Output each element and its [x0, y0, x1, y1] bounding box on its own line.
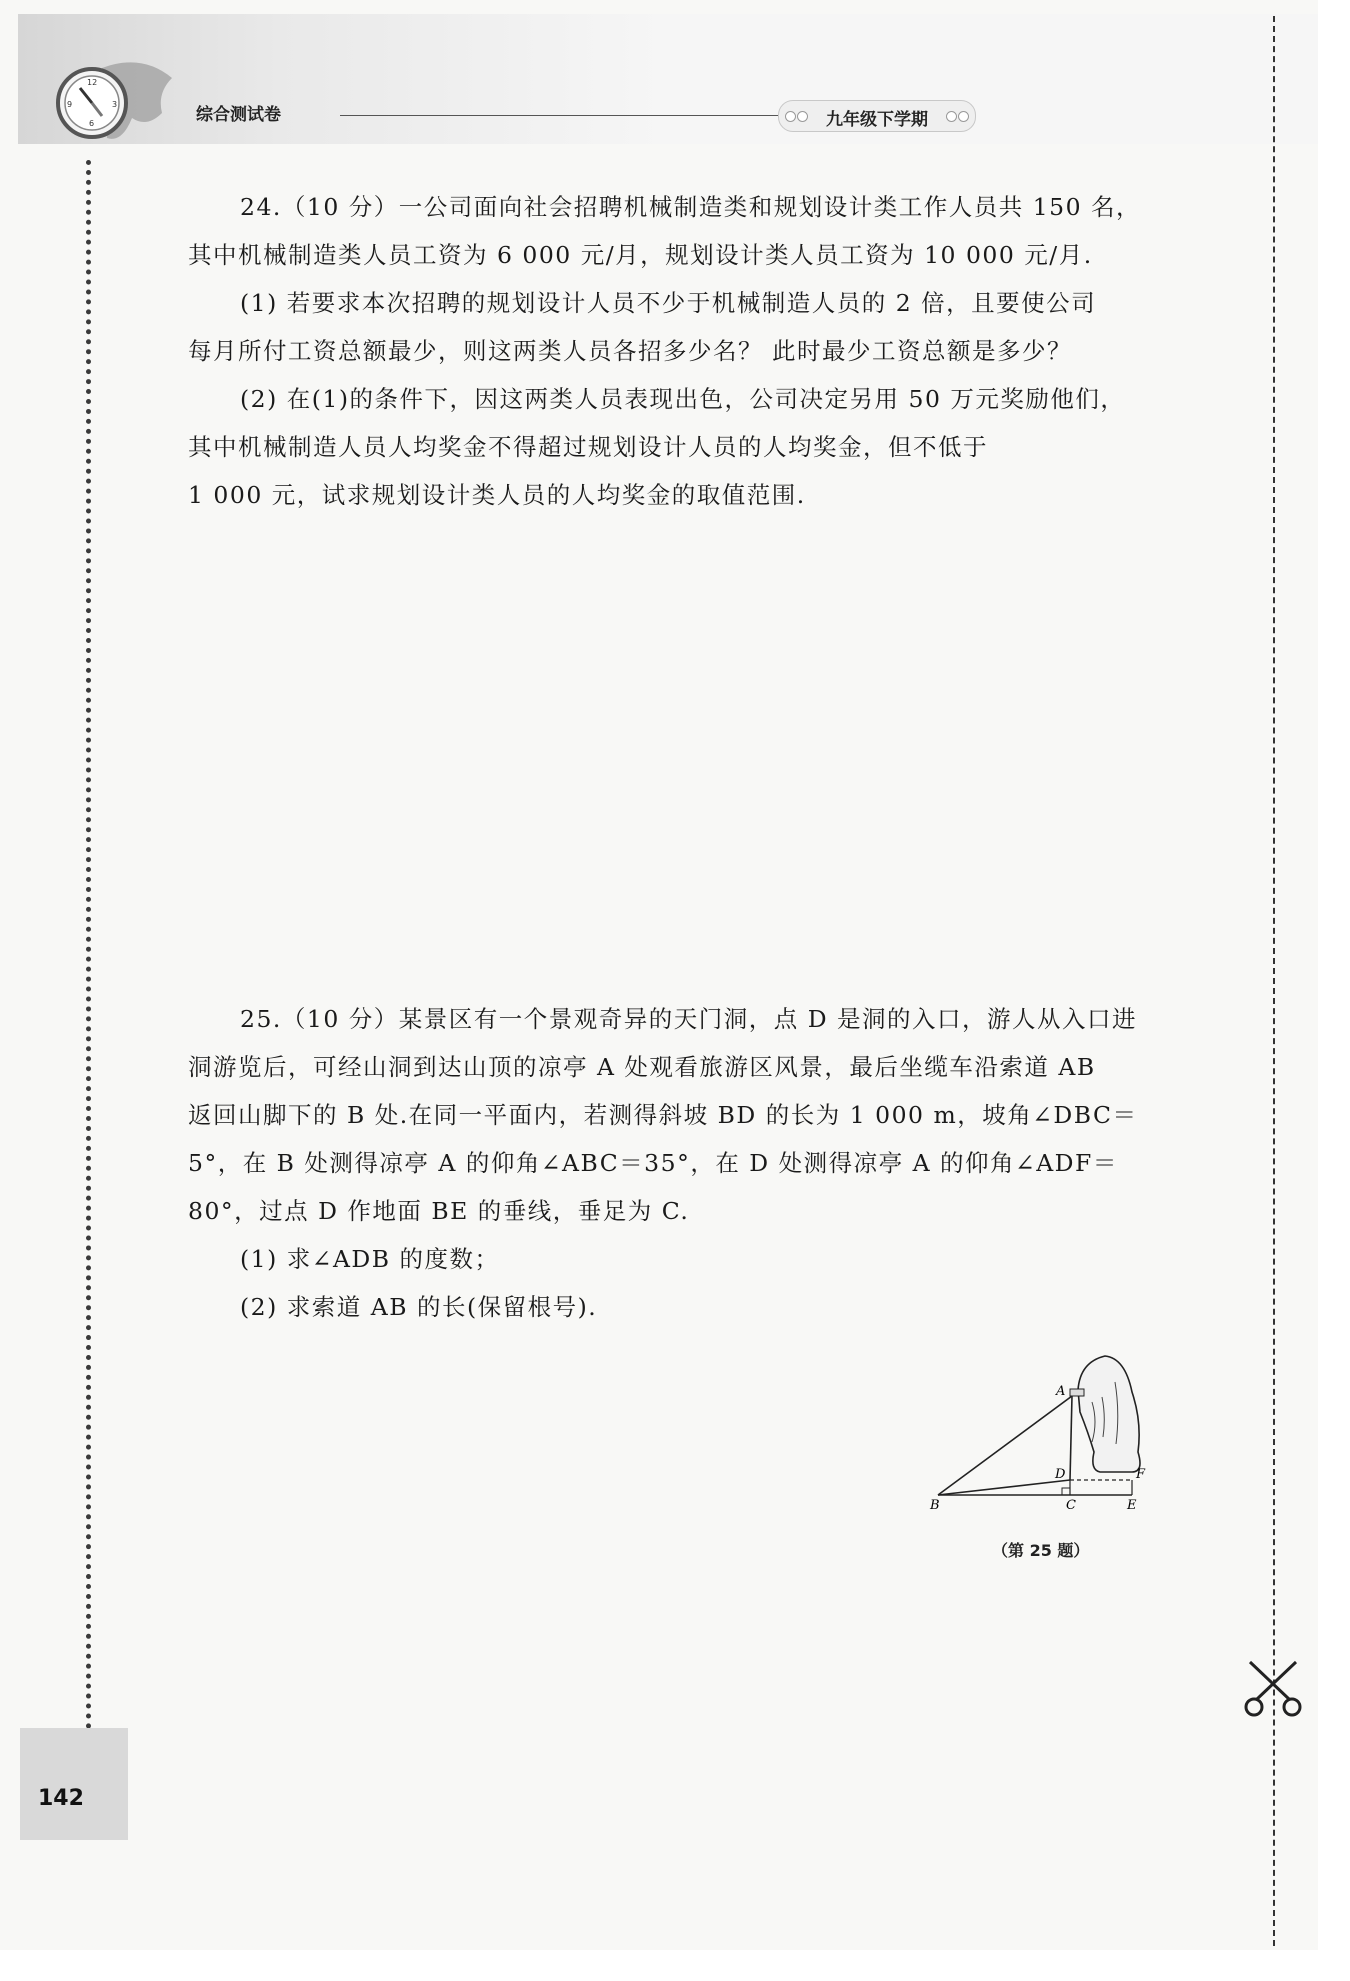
q24-sub2-line-3: 1 000 元，试求规划设计类人员的人均奖金的取值范围.	[188, 481, 806, 509]
q24-sub1-line-1: (1) 若要求本次招聘的规划设计人员不少于机械制造人员的 2 倍，且要使公司	[240, 289, 1097, 317]
q25-line-1: 25.（10 分）某景区有一个景观奇异的天门洞，点 D 是洞的入口，游人从入口进	[240, 1005, 1138, 1033]
slope-BD	[938, 1480, 1070, 1495]
q24-line-1: 24.（10 分）一公司面向社会招聘机械制造类和规划设计类工作人员共 150 名，	[240, 193, 1142, 221]
q25-line-3: 返回山脚下的 B 处.在同一平面内，若测得斜坡 BD 的长为 1 000 m，坡角∠DBC＝	[188, 1101, 1138, 1129]
label-F: F	[1136, 1467, 1146, 1482]
svg-text:9: 9	[67, 100, 73, 109]
cut-dashed-line	[1273, 16, 1275, 1946]
q25-line-4: 5°，在 B 处测得凉亭 A 的仰角∠ABC＝35°，在 D 处测得凉亭 A 的仰角∠ADF＝	[188, 1149, 1118, 1177]
svg-text:12: 12	[87, 78, 98, 87]
label-E: E	[1127, 1498, 1137, 1512]
cable-AB	[938, 1396, 1072, 1495]
header-divider	[340, 115, 780, 116]
q24-sub2-line-2: 其中机械制造人员人均奖金不得超过规划设计人员的人均奖金，但不低于	[188, 433, 988, 461]
compass-logo-icon	[52, 58, 182, 148]
grade-label: 九年级下学期	[826, 110, 928, 130]
q24-sub1-line-2: 每月所付工资总额最少，则这两类人员各招多少名？ 此时最少工资总额是多少？	[188, 337, 1072, 365]
q25-line-2: 洞游览后，可经山洞到达山顶的凉亭 A 处观看旅游区风景，最后坐缆车沿索道 AB	[188, 1053, 1096, 1081]
label-D: D	[1055, 1467, 1066, 1482]
q25-sub1: (1) 求∠ADB 的度数；	[240, 1245, 500, 1273]
q25-sub2: (2) 求索道 AB 的长(保留根号).	[240, 1293, 598, 1321]
label-A: A	[1056, 1384, 1066, 1399]
page-number: 142	[38, 1786, 84, 1811]
q24-line-2: 其中机械制造类人员工资为 6 000 元/月，规划设计类人员工资为 10 000 元/月.	[188, 241, 1093, 269]
scissors-icon	[1244, 1660, 1302, 1718]
grade-badge	[778, 100, 976, 132]
pavilion-shape	[1070, 1389, 1084, 1396]
label-B: B	[930, 1498, 940, 1512]
label-C: C	[1066, 1498, 1076, 1512]
q25-figure	[920, 1352, 1180, 1512]
svg-text:6: 6	[89, 119, 95, 128]
binding-dotted-line	[86, 160, 91, 1730]
svg-text:3: 3	[112, 100, 118, 109]
page-number-block	[20, 1728, 128, 1840]
segment-AD	[1070, 1396, 1072, 1480]
right-angle-mark	[1062, 1488, 1070, 1495]
q25-figure-caption: （第 25 题）	[992, 1541, 1090, 1560]
q24-sub2-line-1: (2) 在(1)的条件下，因这两类人员表现出色，公司决定另用 50 万元奖励他们，	[240, 385, 1126, 413]
header-section-title: 综合测试卷	[196, 105, 281, 125]
q25-line-5: 80°，过点 D 作地面 BE 的垂线，垂足为 C.	[188, 1197, 690, 1225]
mountain-outline	[1078, 1356, 1140, 1472]
